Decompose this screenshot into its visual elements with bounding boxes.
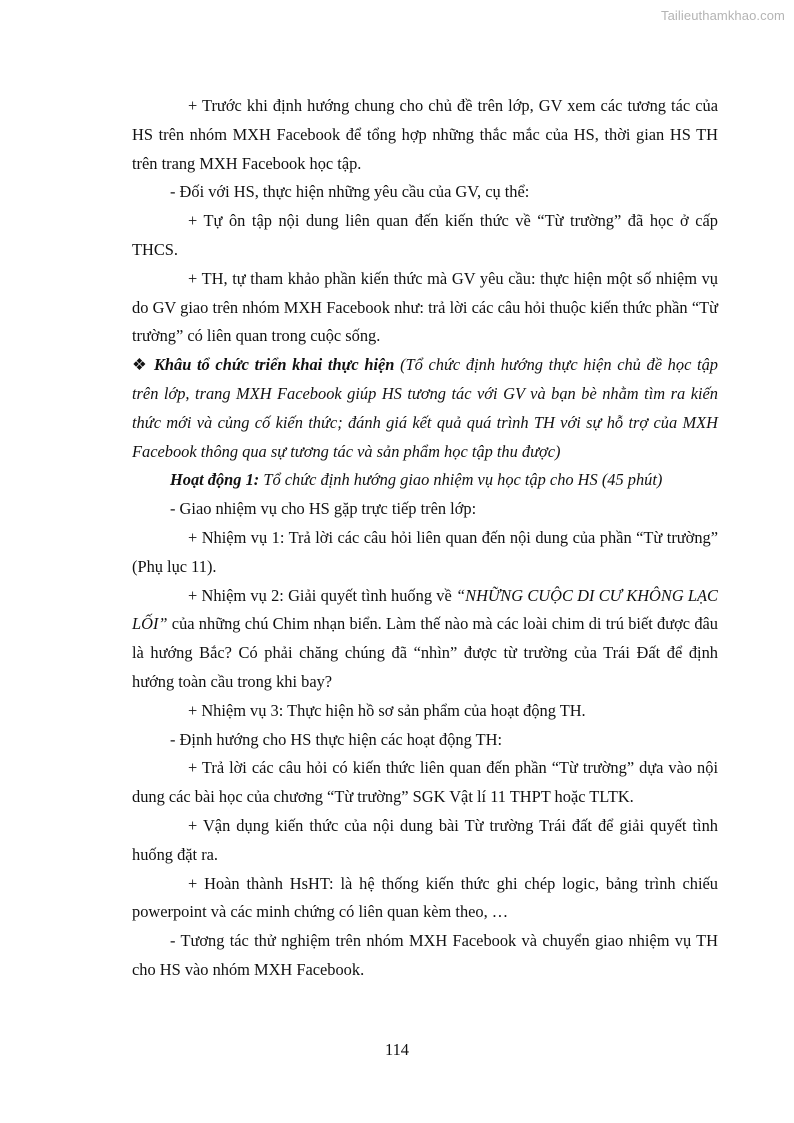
text-run: của những chú Chim nhạn biển. Làm thế nào mà các loài chim di trú biết được đâu là hướng Bắc? Có phải chăng chúng đã “nhìn” được từ trường của Trái Đất để định hướng toàn cầu trong khi bay?	[132, 614, 718, 691]
watermark: Tailieuthamkhao.com	[660, 8, 785, 23]
paragraph: - Đối với HS, thực hiện những yêu cầu của GV, cụ thể:	[170, 182, 530, 202]
section-heading: Khâu tổ chức triển khai thực hiện	[153, 355, 395, 375]
paragraph: + Trước khi định hướng chung cho chủ đề trên lớp, GV xem các tương tác của HS trên nhóm MXH Facebook để tổng hợp những thắc mắc của HS, thời gian HS TH trên trang MXH Facebook học tập.	[132, 96, 718, 173]
page-number: 114	[385, 1040, 409, 1059]
paragraph: + Tự ôn tập nội dung liên quan đến kiến thức về “Từ trường” đã học ở cấp THCS.	[132, 211, 718, 259]
section-description: (Tổ chức định hướng thực hiện chủ đề học tập trên lớp, trang MXH Facebook giúp HS tương tác với GV và bạn bè nhằm tìm ra kiến thức mới và củng cố kiến thức; đánh giá kết quả quá trình TH với sự hỗ trợ của MXH Facebook thông qua sự tương tác và sản phẩm học tập thu được)	[132, 355, 718, 461]
activity-heading	[132, 466, 718, 495]
paragraph: - Định hướng cho HS thực hiện các hoạt động TH:	[170, 729, 503, 749]
page-body	[132, 92, 718, 985]
text-run: + Nhiệm vụ 2: Giải quyết tình huống về	[188, 585, 452, 605]
paragraph: - Tương tác thử nghiệm trên nhóm MXH Facebook và chuyển giao nhiệm vụ TH cho HS vào nhóm MXH Facebook.	[132, 931, 718, 979]
paragraph: - Giao nhiệm vụ cho HS gặp trực tiếp trên lớp:	[170, 499, 477, 519]
activity-title: Tổ chức định hướng giao nhiệm vụ học tập cho HS (45 phút)	[263, 470, 663, 490]
paragraph: + Trả lời các câu hỏi có kiến thức liên quan đến phần “Từ trường” dựa vào nội dung các bài học của chương “Từ trường” SGK Vật lí 11 THPT hoặc TLTK.	[132, 758, 718, 807]
paragraph: + TH, tự tham khảo phần kiến thức mà GV yêu cầu: thực hiện một số nhiệm vụ do GV giao trên nhóm MXH Facebook như: trả lời các câu hỏi thuộc kiến thức phần “Từ trường” có liên quan trong cuộc sống.	[132, 268, 718, 346]
paragraph: + Nhiệm vụ 1: Trả lời các câu hỏi liên quan đến nội dung của phần “Từ trường” (Phụ lục 11).	[132, 527, 718, 576]
paragraph: + Hoàn thành HsHT: là hệ thống kiến thức ghi chép logic, bảng trình chiếu powerpoint và các minh chứng có liên quan kèm theo, …	[132, 873, 718, 922]
paragraph: + Vận dụng kiến thức của nội dung bài Từ trường Trái đất để giải quyết tình huống đặt ra.	[132, 815, 718, 864]
section-paragraph	[132, 351, 718, 466]
diamond-bullet-icon: ❖	[132, 355, 149, 375]
activity-label: Hoạt động 1:	[170, 470, 260, 490]
paragraph: + Nhiệm vụ 3: Thực hiện hồ sơ sản phẩm của hoạt động TH.	[188, 700, 586, 720]
paragraph	[132, 582, 718, 697]
situation-title: “NHỮNG CUỘC DI CƯ KHÔNG LẠC LỐI”	[132, 585, 718, 634]
